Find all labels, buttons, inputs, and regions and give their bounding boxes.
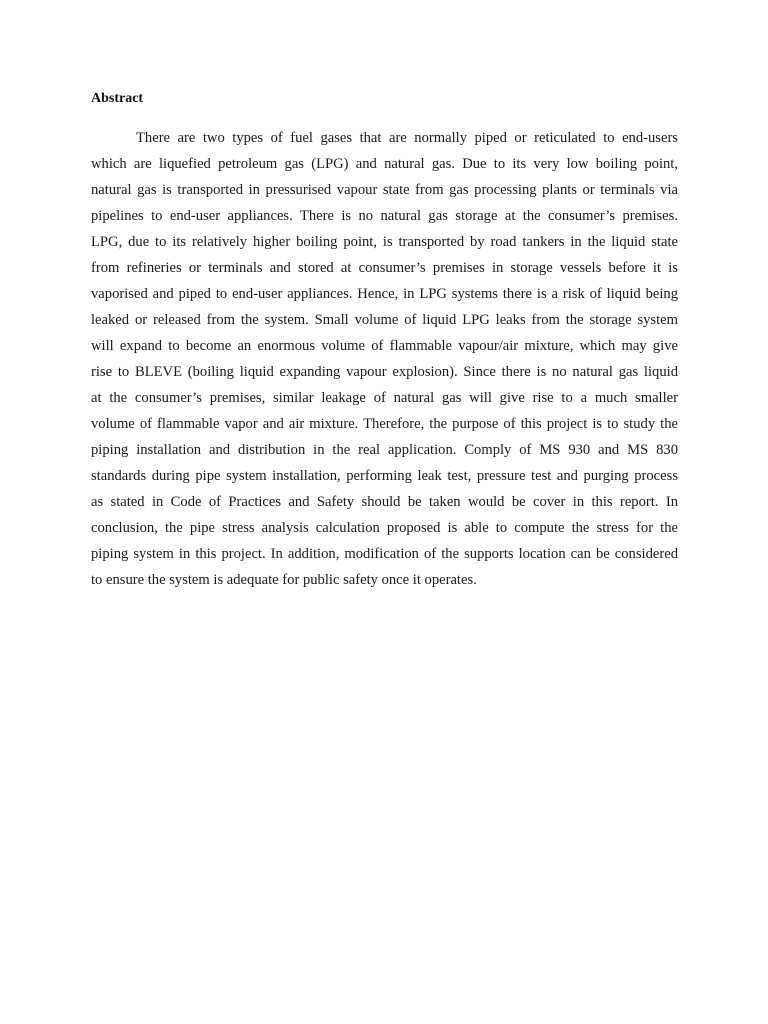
paragraph-line: at the consumer’s premises, similar leakage of natural gas will give rise to a much smaller bbox=[91, 390, 678, 406]
paragraph-line: vaporised and piped to end-user appliances. Hence, in LPG systems there is a risk of liquid being bbox=[91, 286, 678, 302]
abstract-paragraph bbox=[91, 127, 678, 595]
paragraph-line: from refineries or terminals and stored at consumer’s premises in storage vessels before it is bbox=[91, 260, 678, 276]
paragraph-line: pipelines to end-user appliances. There is no natural gas storage at the consumer’s premises. bbox=[91, 208, 678, 224]
paragraph-line: piping system in this project. In addition, modification of the supports location can be considered bbox=[91, 546, 678, 562]
paragraph-line: which are liquefied petroleum gas (LPG) and natural gas. Due to its very low boiling point, bbox=[91, 156, 678, 172]
paragraph-line: natural gas is transported in pressurised vapour state from gas processing plants or terminals via bbox=[91, 182, 678, 198]
paragraph-line: leaked or released from the system. Small volume of liquid LPG leaks from the storage system bbox=[91, 312, 678, 328]
paragraph-line: to ensure the system is adequate for public safety once it operates. bbox=[91, 572, 477, 588]
paragraph-line: standards during pipe system installation, performing leak test, pressure test and purging process bbox=[91, 468, 678, 484]
paragraph-line: volume of flammable vapor and air mixture. Therefore, the purpose of this project is to study the bbox=[91, 416, 678, 432]
paragraph-line: piping installation and distribution in the real application. Comply of MS 930 and MS 830 bbox=[91, 442, 678, 458]
paragraph-line: There are two types of fuel gases that are normally piped or reticulated to end-users bbox=[136, 130, 678, 146]
abstract-heading: Abstract bbox=[91, 91, 144, 106]
paragraph-line: will expand to become an enormous volume of flammable vapour/air mixture, which may give bbox=[91, 338, 678, 354]
paragraph-line: as stated in Code of Practices and Safety should be taken would be cover in this report. In bbox=[91, 494, 678, 510]
paragraph-line: conclusion, the pipe stress analysis calculation proposed is able to compute the stress for the bbox=[91, 520, 678, 536]
paragraph-line: rise to BLEVE (boiling liquid expanding vapour explosion). Since there is no natural gas liquid bbox=[91, 364, 678, 380]
paragraph-line: LPG, due to its relatively higher boiling point, is transported by road tankers in the liquid state bbox=[91, 234, 678, 250]
